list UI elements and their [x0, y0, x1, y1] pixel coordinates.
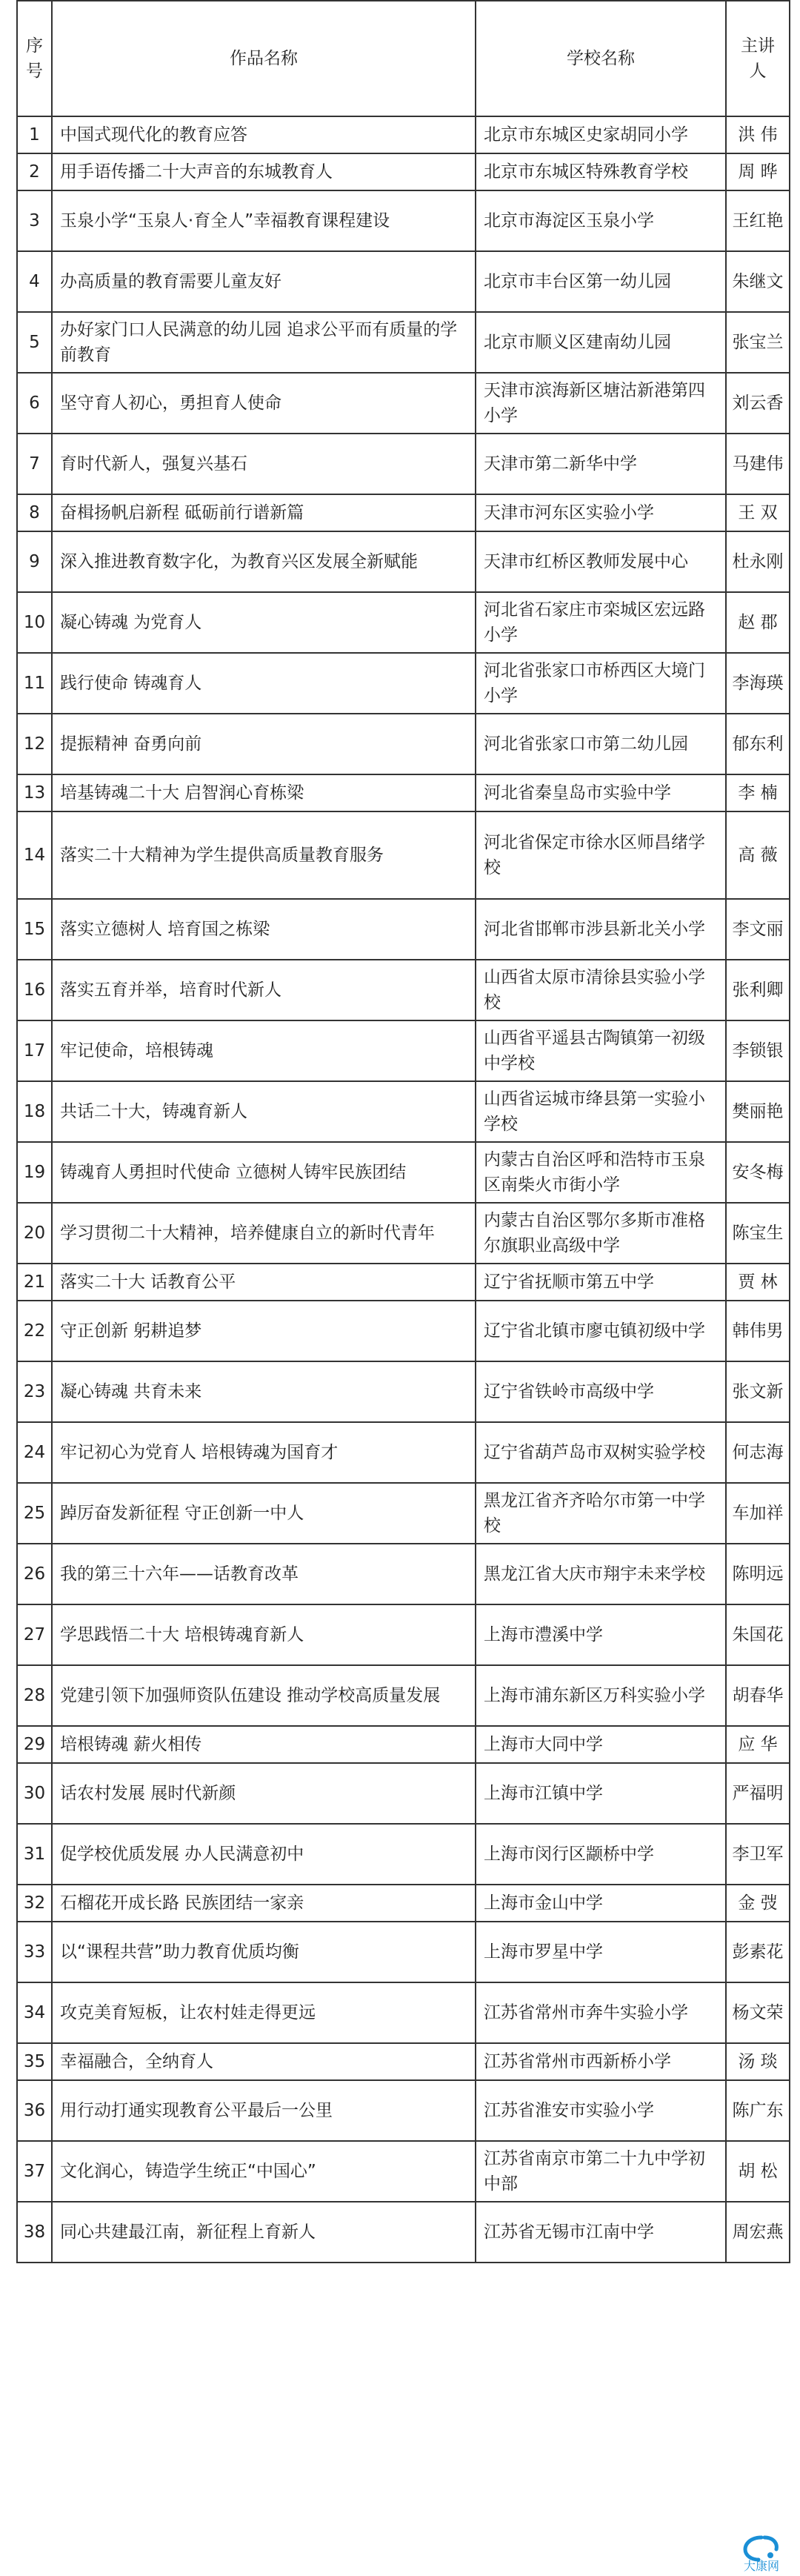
- table-row: [17, 190, 790, 251]
- table-row: [17, 592, 790, 653]
- row-num: 8: [17, 494, 52, 531]
- row-speaker: 赵 郡: [726, 592, 790, 653]
- row-num: 10: [17, 592, 52, 653]
- row-school-name: 江苏省常州市西新桥小学: [476, 2043, 726, 2080]
- row-num: 30: [17, 1763, 52, 1824]
- table-row: [17, 1544, 790, 1604]
- table-row: [17, 312, 790, 373]
- row-work-title: 落实二十大 话教育公平: [52, 1264, 476, 1301]
- row-speaker: 周 晔: [726, 153, 790, 190]
- row-work-title: 培根铸魂 薪火相传: [52, 1726, 476, 1763]
- row-school-name: 上海市江镇中学: [476, 1763, 726, 1824]
- row-work-title: 用手语传播二十大声音的东城教育人: [52, 153, 476, 190]
- site-watermark: [729, 2533, 794, 2572]
- row-school-name: 河北省石家庄市栾城区宏远路小学: [476, 592, 726, 653]
- row-work-title: 文化润心，铸造学生统正“中国心”: [52, 2141, 476, 2202]
- table-header-row: [17, 1, 790, 116]
- row-speaker: 何志海: [726, 1422, 790, 1483]
- row-num: 33: [17, 1922, 52, 1982]
- row-speaker: 安冬梅: [726, 1142, 790, 1203]
- header-num: 序号: [17, 1, 52, 116]
- row-num: 36: [17, 2080, 52, 2141]
- row-speaker: 张文新: [726, 1361, 790, 1422]
- table-row: [17, 2080, 790, 2141]
- row-speaker: 李 楠: [726, 774, 790, 811]
- row-speaker: 刘云香: [726, 373, 790, 434]
- row-school-name: 天津市红桥区教师发展中心: [476, 531, 726, 592]
- table-row: [17, 2043, 790, 2080]
- table-row: [17, 1361, 790, 1422]
- row-school-name: 山西省平遥县古陶镇第一初级中学校: [476, 1020, 726, 1081]
- row-work-title: 共话二十大，铸魂育新人: [52, 1081, 476, 1142]
- award-list-table: [16, 0, 789, 2263]
- row-speaker: 杨文荣: [726, 1982, 790, 2043]
- row-school-name: 山西省太原市清徐县实验小学校: [476, 960, 726, 1020]
- row-num: 27: [17, 1604, 52, 1665]
- row-num: 11: [17, 653, 52, 714]
- row-num: 38: [17, 2202, 52, 2263]
- row-work-title: 深入推进教育数字化，为教育兴区发展全新赋能: [52, 531, 476, 592]
- row-school-name: 天津市第二新华中学: [476, 434, 726, 494]
- row-speaker: 郁东利: [726, 714, 790, 774]
- row-speaker: 高 薇: [726, 811, 790, 899]
- row-school-name: 河北省邯郸市涉县新北关小学: [476, 899, 726, 960]
- table-row: [17, 1824, 790, 1885]
- row-num: 6: [17, 373, 52, 434]
- row-speaker: 金 弢: [726, 1885, 790, 1922]
- row-school-name: 辽宁省葫芦岛市双树实验学校: [476, 1422, 726, 1483]
- row-school-name: 内蒙古自治区鄂尔多斯市准格尔旗职业高级中学: [476, 1203, 726, 1264]
- table-row: [17, 1142, 790, 1203]
- row-num: 20: [17, 1203, 52, 1264]
- row-speaker: 胡春华: [726, 1665, 790, 1726]
- row-speaker: 汤 琰: [726, 2043, 790, 2080]
- row-school-name: 辽宁省北镇市廖屯镇初级中学: [476, 1301, 726, 1361]
- row-speaker: 杜永刚: [726, 531, 790, 592]
- row-num: 21: [17, 1264, 52, 1301]
- row-work-title: 办好家门口人民满意的幼儿园 追求公平而有质量的学前教育: [52, 312, 476, 373]
- row-work-title: 凝心铸魂 共育未来: [52, 1361, 476, 1422]
- row-work-title: 学思践悟二十大 培根铸魂育新人: [52, 1604, 476, 1665]
- row-num: 26: [17, 1544, 52, 1604]
- row-work-title: 铸魂育人勇担时代使命 立德树人铸牢民族团结: [52, 1142, 476, 1203]
- row-speaker: 李海瑛: [726, 653, 790, 714]
- row-school-name: 黑龙江省齐齐哈尔市第一中学校: [476, 1483, 726, 1544]
- row-work-title: 坚守育人初心，勇担育人使命: [52, 373, 476, 434]
- table-row: [17, 531, 790, 592]
- row-school-name: 北京市丰台区第一幼儿园: [476, 251, 726, 312]
- table-row: [17, 1081, 790, 1142]
- row-work-title: 踔厉奋发新征程 守正创新一中人: [52, 1483, 476, 1544]
- row-num: 2: [17, 153, 52, 190]
- row-work-title: 育时代新人，强复兴基石: [52, 434, 476, 494]
- row-num: 9: [17, 531, 52, 592]
- row-speaker: 洪 伟: [726, 116, 790, 153]
- table-row: [17, 714, 790, 774]
- row-num: 3: [17, 190, 52, 251]
- table-row: [17, 1885, 790, 1922]
- table-row: [17, 1604, 790, 1665]
- row-num: 15: [17, 899, 52, 960]
- table-row: [17, 1726, 790, 1763]
- row-work-title: 落实立德树人 培育国之栋梁: [52, 899, 476, 960]
- table-row: [17, 811, 790, 899]
- row-speaker: 朱国花: [726, 1604, 790, 1665]
- row-work-title: 以“课程共营”助力教育优质均衡: [52, 1922, 476, 1982]
- row-speaker: 彭素花: [726, 1922, 790, 1982]
- row-work-title: 培基铸魂二十大 启智润心育栋梁: [52, 774, 476, 811]
- row-speaker: 张利卿: [726, 960, 790, 1020]
- table-row: [17, 153, 790, 190]
- table-row: [17, 434, 790, 494]
- row-school-name: 江苏省淮安市实验小学: [476, 2080, 726, 2141]
- row-school-name: 上海市浦东新区万科实验小学: [476, 1665, 726, 1726]
- row-work-title: 学习贯彻二十大精神，培养健康自立的新时代青年: [52, 1203, 476, 1264]
- header-school: 学校名称: [476, 1, 726, 116]
- table-row: [17, 1483, 790, 1544]
- row-num: 7: [17, 434, 52, 494]
- row-num: 13: [17, 774, 52, 811]
- row-work-title: 玉泉小学“玉泉人·育全人”幸福教育课程建设: [52, 190, 476, 251]
- row-num: 35: [17, 2043, 52, 2080]
- row-num: 16: [17, 960, 52, 1020]
- row-speaker: 张宝兰: [726, 312, 790, 373]
- row-speaker: 贾 林: [726, 1264, 790, 1301]
- row-speaker: 马建伟: [726, 434, 790, 494]
- row-school-name: 江苏省无锡市江南中学: [476, 2202, 726, 2263]
- row-num: 29: [17, 1726, 52, 1763]
- row-school-name: 河北省张家口市桥西区大境门小学: [476, 653, 726, 714]
- table-row: [17, 960, 790, 1020]
- works-table: [16, 0, 790, 2263]
- row-work-title: 我的第三十六年——话教育改革: [52, 1544, 476, 1604]
- row-school-name: 天津市河东区实验小学: [476, 494, 726, 531]
- row-num: 19: [17, 1142, 52, 1203]
- row-school-name: 山西省运城市绛县第一实验小学校: [476, 1081, 726, 1142]
- table-row: [17, 251, 790, 312]
- row-work-title: 党建引领下加强师资队伍建设 推动学校高质量发展: [52, 1665, 476, 1726]
- row-num: 34: [17, 1982, 52, 2043]
- row-school-name: 上海市罗星中学: [476, 1922, 726, 1982]
- row-speaker: 陈明远: [726, 1544, 790, 1604]
- row-speaker: 王红艳: [726, 190, 790, 251]
- table-row: [17, 1422, 790, 1483]
- row-school-name: 内蒙古自治区呼和浩特市玉泉区南柴火市街小学: [476, 1142, 726, 1203]
- row-work-title: 落实五育并举，培育时代新人: [52, 960, 476, 1020]
- row-work-title: 中国式现代化的教育应答: [52, 116, 476, 153]
- row-num: 5: [17, 312, 52, 373]
- row-speaker: 李锁银: [726, 1020, 790, 1081]
- row-school-name: 北京市海淀区玉泉小学: [476, 190, 726, 251]
- table-row: [17, 1301, 790, 1361]
- row-school-name: 辽宁省抚顺市第五中学: [476, 1264, 726, 1301]
- row-school-name: 上海市澧溪中学: [476, 1604, 726, 1665]
- table-row: [17, 899, 790, 960]
- row-school-name: 河北省秦皇岛市实验中学: [476, 774, 726, 811]
- row-num: 32: [17, 1885, 52, 1922]
- row-school-name: 河北省保定市徐水区师昌绪学校: [476, 811, 726, 899]
- row-work-title: 凝心铸魂 为党育人: [52, 592, 476, 653]
- row-work-title: 落实二十大精神为学生提供高质量教育服务: [52, 811, 476, 899]
- table-row: [17, 373, 790, 434]
- row-work-title: 促学校优质发展 办人民满意初中: [52, 1824, 476, 1885]
- table-row: [17, 1203, 790, 1264]
- row-work-title: 办高质量的教育需要儿童友好: [52, 251, 476, 312]
- table-row: [17, 494, 790, 531]
- row-num: 1: [17, 116, 52, 153]
- row-work-title: 攻克美育短板，让农村娃走得更远: [52, 1982, 476, 2043]
- row-speaker: 应 华: [726, 1726, 790, 1763]
- row-work-title: 提振精神 奋勇向前: [52, 714, 476, 774]
- row-work-title: 牢记初心为党育人 培根铸魂为国育才: [52, 1422, 476, 1483]
- table-row: [17, 2202, 790, 2263]
- table-row: [17, 116, 790, 153]
- row-work-title: 幸福融合，全纳育人: [52, 2043, 476, 2080]
- row-num: 17: [17, 1020, 52, 1081]
- row-speaker: 樊丽艳: [726, 1081, 790, 1142]
- row-num: 37: [17, 2141, 52, 2202]
- row-school-name: 北京市顺义区建南幼儿园: [476, 312, 726, 373]
- row-work-title: 同心共建最江南，新征程上育新人: [52, 2202, 476, 2263]
- row-num: 12: [17, 714, 52, 774]
- row-speaker: 朱继文: [726, 251, 790, 312]
- row-speaker: 陈宝生: [726, 1203, 790, 1264]
- watermark-brand: 大康网: [743, 2559, 780, 2572]
- row-speaker: 李卫军: [726, 1824, 790, 1885]
- row-speaker: 李文丽: [726, 899, 790, 960]
- row-speaker: 王 双: [726, 494, 790, 531]
- row-num: 22: [17, 1301, 52, 1361]
- row-speaker: 韩伟男: [726, 1301, 790, 1361]
- kc-logo-icon: [745, 2537, 776, 2560]
- row-school-name: 北京市东城区特殊教育学校: [476, 153, 726, 190]
- row-school-name: 河北省张家口市第二幼儿园: [476, 714, 726, 774]
- row-work-title: 牢记使命，培根铸魂: [52, 1020, 476, 1081]
- row-num: 4: [17, 251, 52, 312]
- row-speaker: 陈广东: [726, 2080, 790, 2141]
- table-row: [17, 1763, 790, 1824]
- row-speaker: 车加祥: [726, 1483, 790, 1544]
- row-school-name: 天津市滨海新区塘沽新港第四小学: [476, 373, 726, 434]
- row-num: 23: [17, 1361, 52, 1422]
- row-school-name: 江苏省常州市奔牛实验小学: [476, 1982, 726, 2043]
- row-school-name: 上海市闵行区颛桥中学: [476, 1824, 726, 1885]
- row-school-name: 辽宁省铁岭市高级中学: [476, 1361, 726, 1422]
- row-speaker: 胡 松: [726, 2141, 790, 2202]
- row-school-name: 黑龙江省大庆市翔宇未来学校: [476, 1544, 726, 1604]
- row-speaker: 周宏燕: [726, 2202, 790, 2263]
- row-work-title: 奋楫扬帆启新程 砥砺前行谱新篇: [52, 494, 476, 531]
- row-work-title: 用行动打通实现教育公平最后一公里: [52, 2080, 476, 2141]
- row-school-name: 江苏省南京市第二十九中学初中部: [476, 2141, 726, 2202]
- row-school-name: 北京市东城区史家胡同小学: [476, 116, 726, 153]
- row-work-title: 践行使命 铸魂育人: [52, 653, 476, 714]
- row-num: 24: [17, 1422, 52, 1483]
- row-school-name: 上海市大同中学: [476, 1726, 726, 1763]
- table-row: [17, 653, 790, 714]
- table-row: [17, 1020, 790, 1081]
- row-num: 28: [17, 1665, 52, 1726]
- table-row: [17, 1982, 790, 2043]
- row-num: 18: [17, 1081, 52, 1142]
- table-row: [17, 1264, 790, 1301]
- table-row: [17, 774, 790, 811]
- row-speaker: 严福明: [726, 1763, 790, 1824]
- table-row: [17, 2141, 790, 2202]
- row-num: 14: [17, 811, 52, 899]
- table-row: [17, 1922, 790, 1982]
- row-school-name: 上海市金山中学: [476, 1885, 726, 1922]
- header-work: 作品名称: [52, 1, 476, 116]
- table-row: [17, 1665, 790, 1726]
- row-num: 25: [17, 1483, 52, 1544]
- row-work-title: 话农村发展 展时代新颜: [52, 1763, 476, 1824]
- header-speaker: 主讲人: [726, 1, 790, 116]
- row-num: 31: [17, 1824, 52, 1885]
- row-work-title: 守正创新 躬耕追梦: [52, 1301, 476, 1361]
- row-work-title: 石榴花开成长路 民族团结一家亲: [52, 1885, 476, 1922]
